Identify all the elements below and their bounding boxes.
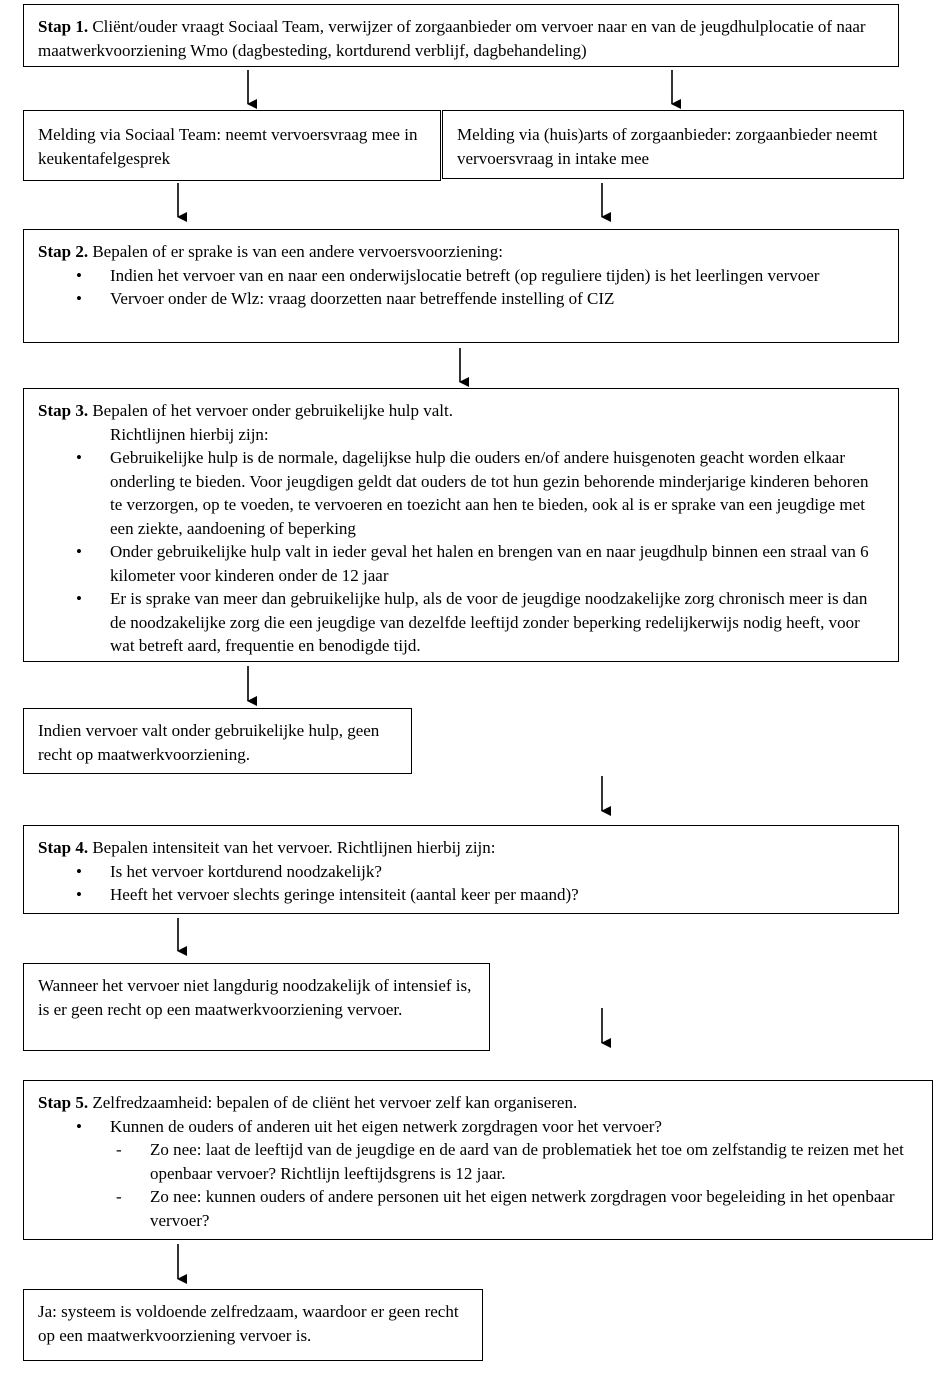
list-item bbox=[38, 1115, 918, 1233]
step-5-dashes bbox=[110, 1138, 918, 1232]
list-item: - Zo nee: kunnen ouders of andere personen uit het eigen netwerk zorgdragen voor begeleiding in het openbaar vervoer? bbox=[110, 1185, 918, 1232]
step-5-label: Stap 5. bbox=[38, 1093, 89, 1112]
outcome-step-4-box bbox=[23, 963, 490, 1051]
step-4-label: Stap 4. bbox=[38, 838, 89, 857]
step-2-label: Stap 2. bbox=[38, 242, 89, 261]
melding-social-team-box bbox=[23, 110, 441, 181]
step-4-text: Bepalen intensiteit van het vervoer. Richtlijnen hierbij zijn: bbox=[92, 838, 496, 857]
step-3-box bbox=[23, 388, 899, 662]
step-1-label: Stap 1. bbox=[38, 17, 89, 36]
list-item: • Vervoer onder de Wlz: vraag doorzetten naar betreffende instelling of CIZ bbox=[38, 287, 884, 311]
outcome-step-3-box bbox=[23, 708, 412, 774]
step-5-bullet-text: Kunnen de ouders of anderen uit het eigen netwerk zorgdragen voor het vervoer? bbox=[110, 1116, 662, 1136]
list-item: • Er is sprake van meer dan gebruikelijke hulp, als de voor de jeugdige noodzakelijke zorg chronisch meer is dan de noodzakelijke zorg die een jeugdige van dezelfde leeftijd zonder beperking redelijkerwijs nodig heeft, voor wat betreft aard, frequentie en benodigde tijd. bbox=[38, 587, 884, 658]
outcome-step-5-box bbox=[23, 1289, 483, 1361]
step-5-text: Zelfredzaamheid: bepalen of de cliënt het vervoer zelf kan organiseren. bbox=[92, 1093, 578, 1112]
step-2-box bbox=[23, 229, 899, 343]
step-1-text: Cliënt/ouder vraagt Sociaal Team, verwijzer of zorgaanbieder om vervoer naar en van de jeugdhulplocatie of naar maatwerkvoorziening Wmo (dagbesteding, kortdurend verblijf, dagbehandeling) bbox=[38, 17, 866, 60]
step-2-text: Bepalen of er sprake is van een andere vervoersvoorziening: bbox=[92, 242, 503, 261]
list-item: - Zo nee: laat de leeftijd van de jeugdige en de aard van de problematiek het toe om zelfstandig te reizen met het openbaar vervoer? Richtlijn leeftijdsgrens is 12 jaar. bbox=[110, 1138, 918, 1185]
step-3-subtext: Richtlijnen hierbij zijn: bbox=[110, 424, 269, 444]
step-3-label: Stap 3. bbox=[38, 401, 89, 420]
list-item: • Heeft het vervoer slechts geringe intensiteit (aantal keer per maand)? bbox=[38, 883, 884, 907]
step-5-box bbox=[23, 1080, 933, 1240]
step-1-box bbox=[23, 4, 899, 67]
outcome-step-5-text: Ja: systeem is voldoende zelfredzaam, waardoor er geen recht op een maatwerkvoorziening vervoer is. bbox=[38, 1302, 459, 1345]
melding-arts-box bbox=[442, 110, 904, 179]
list-item: • Onder gebruikelijke hulp valt in ieder geval het halen en brengen van en naar jeugdhulp binnen een straal van 6 kilometer voor kinderen onder de 12 jaar bbox=[38, 540, 884, 587]
step-3-text: Bepalen of het vervoer onder gebruikelijke hulp valt. bbox=[92, 401, 453, 420]
step-3-bullets bbox=[38, 446, 884, 658]
step-4-box bbox=[23, 825, 899, 914]
outcome-step-3-text: Indien vervoer valt onder gebruikelijke hulp, geen recht op maatwerkvoorziening. bbox=[38, 721, 380, 764]
list-item: • Indien het vervoer van en naar een onderwijslocatie betreft (op reguliere tijden) is het leerlingen vervoer bbox=[38, 264, 884, 288]
step-5-bullets bbox=[38, 1115, 918, 1233]
list-item: • Is het vervoer kortdurend noodzakelijk? bbox=[38, 860, 884, 884]
list-item: • Gebruikelijke hulp is de normale, dagelijkse hulp die ouders en/of andere huisgenoten geacht worden elkaar onderling te bieden. Voor jeugdigen geldt dat ouders de tot hun gezin behorende minderjarige kinderen behoren te verzorgen, op te voeden, te vervoeren en toezicht aan hen te bieden, ook al is er sprake van een jeugdige met een ziekte, aandoening of beperking bbox=[38, 446, 884, 540]
step-2-bullets bbox=[38, 264, 884, 311]
step-4-bullets bbox=[38, 860, 884, 907]
melding-arts-text: Melding via (huis)arts of zorgaanbieder: zorgaanbieder neemt vervoersvraag in intake mee bbox=[457, 125, 878, 168]
outcome-step-4-text: Wanneer het vervoer niet langdurig noodzakelijk of intensief is, is er geen recht op een maatwerkvoorziening vervoer. bbox=[38, 976, 472, 1019]
melding-social-team-text: Melding via Sociaal Team: neemt vervoersvraag mee in keukentafelgesprek bbox=[38, 125, 418, 168]
